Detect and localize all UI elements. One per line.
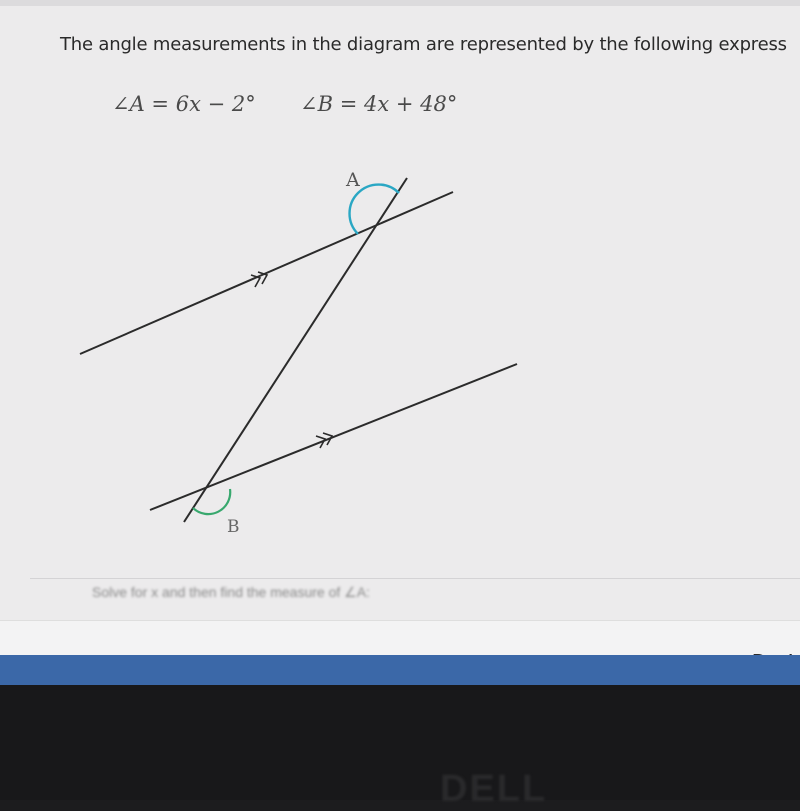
next-question-prompt: Solve for x and then find the measure of ∠A: — [92, 584, 370, 600]
angle-b-arc — [193, 489, 230, 514]
top-edge — [0, 0, 800, 6]
angle-b-expression: ∠B = 4x + 48° — [300, 92, 458, 116]
monitor-bezel — [0, 685, 800, 800]
angle-a-expression: ∠A = 6x − 2° — [112, 92, 256, 116]
question-prompt: The angle measurements in the diagram are represented by the following express — [60, 34, 787, 55]
angle-b-label: B — [227, 517, 240, 537]
transversal-line — [184, 178, 407, 522]
top-parallel-line — [80, 192, 453, 354]
section-divider — [30, 578, 800, 579]
parallel-mark-bottom — [316, 433, 332, 448]
parallel-lines-diagram — [0, 150, 800, 580]
accent-bar — [0, 655, 800, 685]
monitor-logo: DELL — [440, 768, 548, 810]
footer-bar — [0, 620, 800, 655]
angle-a-label: A — [346, 169, 360, 191]
